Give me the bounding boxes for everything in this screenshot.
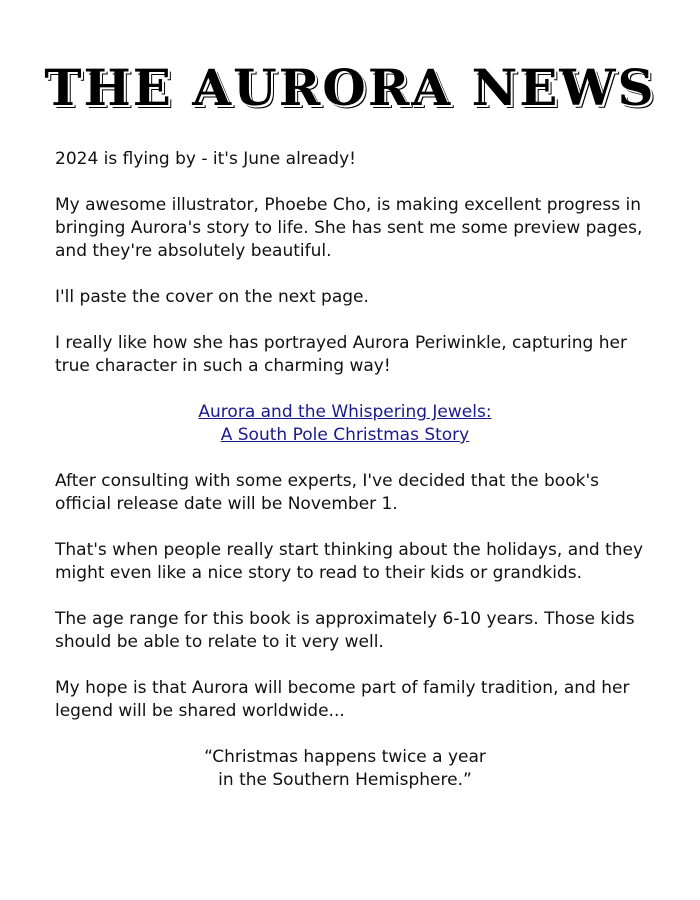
paragraph-intro: 2024 is flying by - it's June already! (55, 149, 356, 169)
paragraph-age-range: The age range for this book is approximately 6-10 years. Those kids should be able to relate to it very well. (55, 609, 635, 652)
book-title-link-line2[interactable]: A South Pole Christmas Story (220, 425, 470, 445)
paragraph-illustrator: My awesome illustrator, Phoebe Cho, is making excellent progress in bringing Aurora's story to life. She has sent me some preview pages, and they're absolutely beautiful. (55, 195, 643, 261)
book-title-link-block (55, 401, 635, 447)
book-title-link-line1[interactable]: Aurora and the Whispering Jewels: (198, 402, 492, 422)
quote-line1: “Christmas happens twice a year (204, 747, 486, 767)
paragraph-release-date: After consulting with some experts, I've decided that the book's official release date will be November 1. (55, 471, 599, 514)
closing-quote (55, 746, 635, 792)
quote-line2: in the Southern Hemisphere.” (218, 770, 472, 790)
masthead-title: THE AURORA NEWS (44, 58, 656, 117)
paragraph-cover: I'll paste the cover on the next page. (55, 287, 369, 307)
newsletter-body (55, 148, 655, 815)
paragraph-holidays: That's when people really start thinking about the holidays, and they might even like a nice story to read to their kids or grandkids. (55, 540, 644, 583)
paragraph-hope: My hope is that Aurora will become part of family tradition, and her legend will be shared worldwide... (55, 678, 630, 721)
paragraph-portrayal: I really like how she has portrayed Aurora Periwinkle, capturing her true character in such a charming way! (55, 333, 627, 376)
